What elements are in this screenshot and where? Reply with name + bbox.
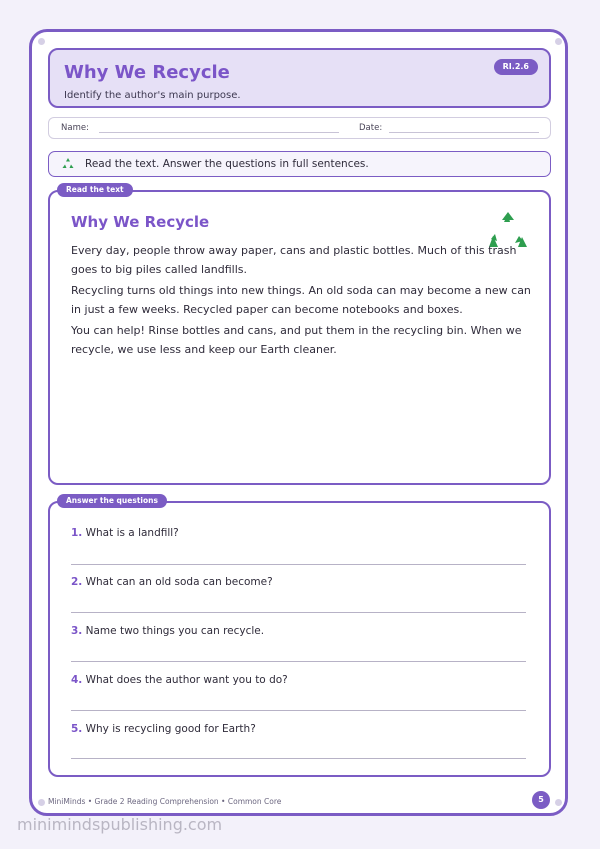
page-number: 5: [532, 791, 550, 809]
questions-panel: [48, 501, 551, 777]
corner-dot: [555, 38, 562, 45]
date-label: Date:: [359, 123, 383, 133]
question-text: What is a landfill?: [85, 527, 179, 539]
answer-line[interactable]: [71, 661, 526, 662]
question-5: [71, 723, 256, 735]
worksheet-header: [48, 48, 551, 108]
reading-paragraph: Every day, people throw away paper, cans and plastic bottles. Much of this trash goes to big piles called landfills.: [71, 244, 517, 276]
question-number: 1.: [71, 527, 83, 539]
question-text: Name two things you can recycle.: [85, 625, 265, 637]
standard-badge: RI.2.6: [494, 59, 538, 75]
instructions-text: Read the text. Answer the questions in full sentences.: [85, 158, 369, 170]
name-label: Name:: [61, 123, 89, 133]
read-text-tab: Read the text: [57, 183, 133, 197]
corner-dot: [38, 799, 45, 806]
question-number: 4.: [71, 674, 83, 686]
reading-title: Why We Recycle: [71, 213, 210, 231]
question-3: [71, 625, 264, 637]
corner-dot: [38, 38, 45, 45]
reading-paragraph: You can help! Rinse bottles and cans, and put them in the recycling bin. When we recycle, we use less and keep our Earth cleaner.: [71, 324, 522, 356]
page-subtitle: Identify the author's main purpose.: [64, 90, 241, 101]
name-field[interactable]: [99, 132, 339, 133]
question-4: [71, 674, 288, 686]
answer-line[interactable]: [71, 758, 526, 759]
question-text: What does the author want you to do?: [85, 674, 288, 686]
answer-line[interactable]: [71, 710, 526, 711]
question-number: 5.: [71, 723, 83, 735]
recycle-icon: [61, 156, 75, 175]
question-text: What can an old soda can become?: [85, 576, 273, 588]
corner-dot: [555, 799, 562, 806]
question-number: 2.: [71, 576, 83, 588]
reading-paragraph: Recycling turns old things into new things. An old soda can may become a new can in just a few weeks. Recycled paper can become notebooks and boxes.: [71, 284, 531, 316]
watermark: minimindspublishing.com: [17, 815, 223, 834]
name-date-row: [48, 117, 551, 139]
footer-text: MiniMinds • Grade 2 Reading Comprehension • Common Core: [48, 797, 282, 806]
question-1: [71, 527, 179, 539]
instructions-bar: [48, 151, 551, 177]
answer-line[interactable]: [71, 612, 526, 613]
question-2: [71, 576, 273, 588]
page-title: Why We Recycle: [64, 62, 230, 83]
answer-line[interactable]: [71, 564, 526, 565]
answer-questions-tab: Answer the questions: [57, 494, 167, 508]
question-text: Why is recycling good for Earth?: [85, 723, 256, 735]
question-number: 3.: [71, 625, 83, 637]
reading-panel: [48, 190, 551, 485]
date-field[interactable]: [389, 132, 539, 133]
